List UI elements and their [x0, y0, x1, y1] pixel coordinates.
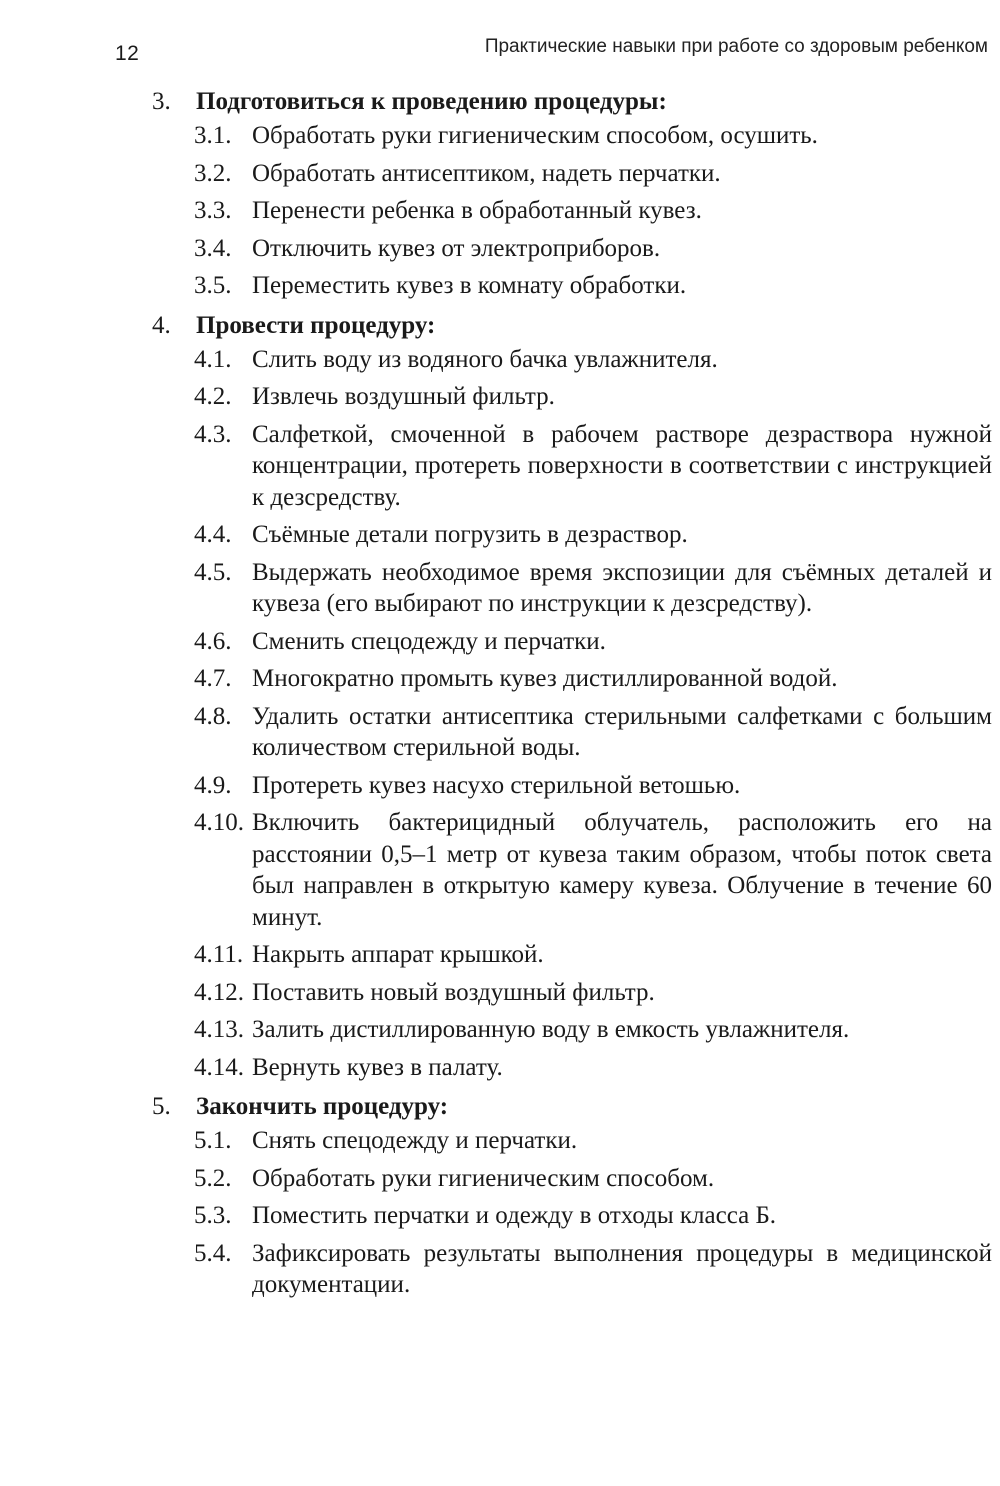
step-text: Салфеткой, смоченной в рабочем растворе дезраствора нужной концентрации, протереть поверхности в соответствии с инструкцией к дезсредству. [252, 420, 992, 511]
step-item [194, 977, 992, 1009]
step-text: Отключить кувез от электроприборов. [252, 234, 661, 262]
step-number: 3.5. [194, 272, 232, 299]
step-number: 4.9. [194, 771, 232, 799]
step-item [194, 626, 992, 658]
step-number: 4.4. [194, 521, 232, 548]
section [152, 1089, 992, 1301]
step-item [194, 807, 992, 933]
step-number: 4.6. [194, 627, 232, 655]
step-text: Поместить перчатки и одежду в отходы класса Б. [252, 1202, 777, 1229]
step-number: 3.4. [194, 234, 232, 262]
running-head: Практические навыки при работе со здоровым ребенком [484, 36, 988, 57]
step-item [194, 195, 992, 227]
step-item [194, 1014, 992, 1046]
step-item [194, 557, 992, 620]
step-number: 4.7. [194, 665, 232, 692]
step-item [194, 120, 992, 152]
step-text: Удалить остатки антисептика стерильными салфетками с большим количеством стерильной воды. [252, 702, 992, 761]
step-text: Перенести ребенка в обработанный кувез. [252, 197, 702, 224]
step-text: Зафиксировать результаты выполнения процедуры в медицинской документации. [252, 1239, 992, 1298]
step-item [194, 419, 992, 514]
step-text: Выдержать необходимое время экспозиции для съёмных деталей и кувеза (его выбирают по инструкции к дезсредству). [252, 558, 992, 617]
step-number: 4.14. [194, 1053, 244, 1081]
step-item [194, 270, 992, 302]
step-text: Переместить кувез в комнату обработки. [252, 272, 687, 299]
step-number: 4.8. [194, 702, 232, 730]
section [152, 308, 992, 1084]
step-text: Включить бактерицидный облучатель, расположить его на расстоянии 0,5–1 метр от кувеза таким образом, чтобы поток света был направлен в открытую камеру кувеза. Облучение в течение 60 минут. [252, 809, 992, 931]
section-title: Подготовиться к проведению процедуры: [196, 88, 667, 115]
step-item [194, 701, 992, 764]
step-list [194, 1125, 992, 1301]
step-number: 4.3. [194, 420, 232, 448]
step-item [194, 1200, 992, 1232]
step-text: Многократно промыть кувез дистиллированной водой. [252, 665, 838, 692]
step-list [194, 344, 992, 1084]
step-item [194, 770, 992, 802]
step-item [194, 663, 992, 695]
step-text: Сменить спецодежду и перчатки. [252, 627, 606, 655]
step-item [194, 1125, 992, 1157]
step-item [194, 519, 992, 551]
step-item [194, 344, 992, 376]
step-item [194, 939, 992, 971]
step-number: 4.11. [194, 941, 244, 968]
step-number: 3.3. [194, 197, 232, 224]
step-item [194, 1238, 992, 1301]
step-number: 4.5. [194, 558, 232, 586]
step-item [194, 233, 992, 265]
step-number: 5.3. [194, 1202, 232, 1229]
section [152, 84, 992, 302]
step-number: 3.2. [194, 159, 232, 187]
section-heading [152, 84, 992, 120]
step-list [194, 120, 992, 302]
step-item [194, 381, 992, 413]
step-text: Залить дистиллированную воду в емкость увлажнителя. [252, 1016, 850, 1043]
page-number: 12 [115, 42, 140, 65]
step-text: Поставить новый воздушный фильтр. [252, 978, 655, 1006]
section-number: 5. [152, 1093, 171, 1120]
step-number: 5.2. [194, 1164, 232, 1192]
step-text: Слить воду из водяного бачка увлажнителя. [252, 345, 718, 373]
section-title: Провести процедуру: [196, 311, 436, 339]
step-number: 4.13. [194, 1016, 244, 1043]
step-text: Протереть кувез насухо стерильной ветошью. [252, 771, 741, 799]
step-text: Вернуть кувез в палату. [252, 1053, 503, 1081]
step-number: 4.10. [194, 809, 244, 836]
section-number: 3. [152, 88, 171, 115]
section-title: Закончить процедуру: [196, 1093, 449, 1120]
section-heading [152, 1089, 992, 1125]
step-text: Извлечь воздушный фильтр. [252, 383, 555, 410]
step-text: Съёмные детали погрузить в дезраствор. [252, 521, 688, 548]
step-text: Обработать руки гигиеническим способом, осушить. [252, 122, 818, 149]
step-number: 3.1. [194, 122, 232, 149]
procedure-list [152, 84, 992, 1307]
step-number: 4.1. [194, 345, 232, 373]
step-number: 4.2. [194, 383, 232, 410]
step-item [194, 158, 992, 190]
step-text: Накрыть аппарат крышкой. [252, 941, 544, 968]
step-item [194, 1163, 992, 1195]
step-item [194, 1052, 992, 1084]
step-number: 4.12. [194, 978, 244, 1006]
step-text: Обработать руки гигиеническим способом. [252, 1164, 715, 1192]
step-number: 5.4. [194, 1239, 232, 1267]
step-number: 5.1. [194, 1127, 232, 1154]
section-number: 4. [152, 311, 171, 339]
step-text: Обработать антисептиком, надеть перчатки. [252, 159, 721, 187]
step-text: Снять спецодежду и перчатки. [252, 1127, 578, 1154]
section-heading [152, 308, 992, 344]
